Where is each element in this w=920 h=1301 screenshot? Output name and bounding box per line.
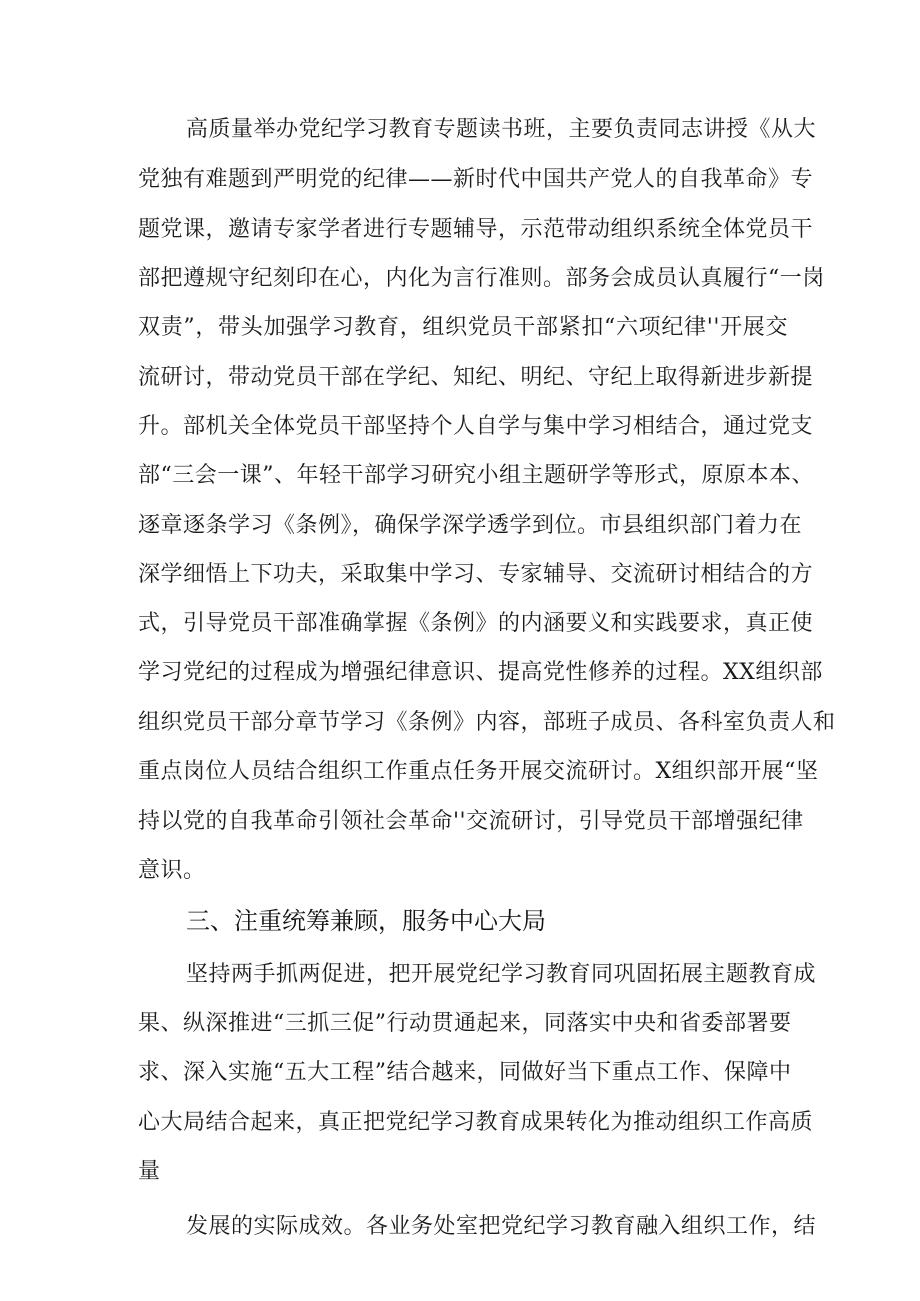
paragraph-1-line-14: 重点岗位人员结合组织工作重点任务开展交流研讨。X组织部开展“坚 xyxy=(138,759,819,784)
paragraph-1-line-12: 学习党纪的过程成为增强纪律意识、提高党性修养的过程。XX组织部 xyxy=(138,660,823,685)
paragraph-1-line-8: 部“三会一课”、年轻干部学习研究小组主题研学等形式，原原本本、 xyxy=(138,463,814,488)
paragraph-2-line-5: 量 xyxy=(138,1159,161,1184)
section-heading: 三、注重统筹兼顾，服务中心大局 xyxy=(186,907,546,935)
paragraph-1-line-7: 升。部机关全体党员干部坚持个人自学与集中学习相结合，通过党支 xyxy=(138,414,814,439)
paragraph-1-line-16: 意识。 xyxy=(138,858,206,883)
paragraph-1-line-13: 组织党员干部分章节学习《条例》内容，部班子成员、各科室负责人和 xyxy=(138,710,836,735)
paragraph-1-line-1: 高质量举办党纪学习教育专题读书班，主要负责同志讲授《从大 xyxy=(186,117,817,142)
paragraph-1-line-15: 持以党的自我革命引领社会革命''交流研讨，引导党员干部增强纪律 xyxy=(138,809,804,834)
paragraph-1-line-6: 流研讨，带动党员干部在学纪、知纪、明纪、守纪上取得新进步新提 xyxy=(138,365,814,390)
paragraph-1-line-2: 党独有难题到严明党的纪律——新时代中国共产党人的自我革命》专 xyxy=(138,167,814,192)
paragraph-1-line-3: 题党课，邀请专家学者进行专题辅导，示范带动组织系统全体党员干 xyxy=(138,217,814,242)
paragraph-2-line-1: 坚持两手抓两促进，把开展党纪学习教育同巩固拓展主题教育成 xyxy=(186,962,817,987)
paragraph-2-line-4: 心大局结合起来，真正把党纪学习教育成果转化为推动组织工作高质 xyxy=(138,1110,814,1135)
paragraph-3-line-1: 发展的实际成效。各业务处室把党纪学习教育融入组织工作，结 xyxy=(186,1214,817,1239)
paragraph-1-line-11: 式，引导党员干部准确掌握《条例》的内涵要义和实践要求，真正使 xyxy=(138,611,814,636)
paragraph-2-line-3: 求、深入实施“五大工程”结合越来，同做好当下重点工作、保障中 xyxy=(138,1060,792,1085)
paragraph-1-line-5: 双责”，带头加强学习教育，组织党员干部紧扣“六项纪律''开展交 xyxy=(138,315,788,340)
paragraph-1-line-10: 深学细悟上下功夫，采取集中学习、专家辅导、交流研讨相结合的方 xyxy=(138,562,814,587)
paragraph-2-line-2: 果、纵深推进“三抓三促”行动贯通起来，同落实中央和省委部署要 xyxy=(138,1011,792,1036)
paragraph-1-line-4: 部把遵规守纪刻印在心，内化为言行准则。部务会成员认真履行“一岗 xyxy=(138,266,825,291)
paragraph-1-line-9: 逐章逐条学习《条例》，确保学深学透学到位。市县组织部门着力在 xyxy=(138,513,803,538)
